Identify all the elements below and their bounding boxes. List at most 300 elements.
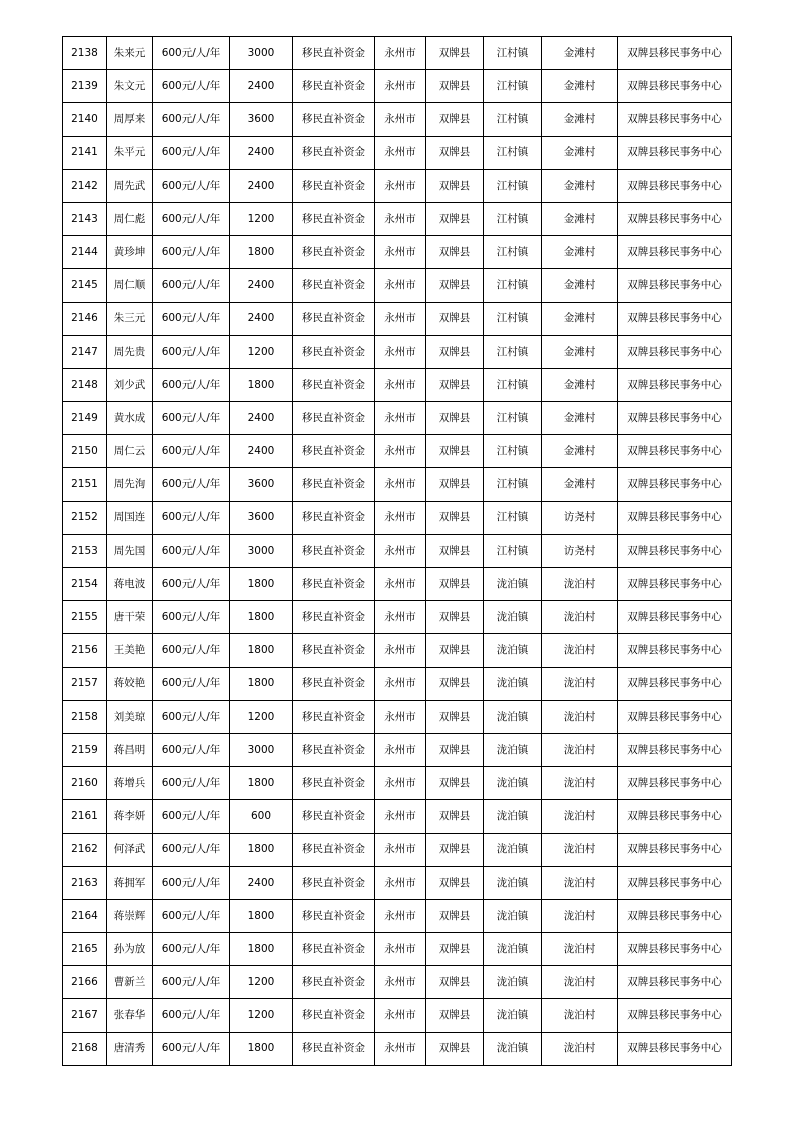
recipient-name-cell: 黄水成: [107, 402, 153, 435]
table-row: [63, 501, 732, 534]
record-number-cell: 2151: [63, 468, 107, 501]
subsidy-standard-cell: 600元/人/年: [153, 1032, 230, 1065]
recipient-name-cell: 蒋昌明: [107, 733, 153, 766]
record-number-cell: 2145: [63, 269, 107, 302]
village-cell: 访尧村: [542, 534, 618, 567]
subsidy-standard-cell: 600元/人/年: [153, 733, 230, 766]
village-cell: 泷泊村: [542, 866, 618, 899]
table-row: [63, 37, 732, 70]
issuing-agency-cell: 双牌县移民事务中心: [618, 269, 732, 302]
county-cell: 双牌县: [426, 136, 484, 169]
subsidy-amount-cell: 600: [230, 800, 293, 833]
fund-type-cell: 移民直补资金: [293, 368, 375, 401]
record-number-cell: 2139: [63, 70, 107, 103]
subsidy-standard-cell: 600元/人/年: [153, 966, 230, 999]
city-cell: 永州市: [375, 37, 426, 70]
village-cell: 金滩村: [542, 236, 618, 269]
subsidy-standard-cell: 600元/人/年: [153, 667, 230, 700]
subsidy-amount-cell: 2400: [230, 302, 293, 335]
fund-type-cell: 移民直补资金: [293, 202, 375, 235]
recipient-name-cell: 周国连: [107, 501, 153, 534]
city-cell: 永州市: [375, 866, 426, 899]
fund-type-cell: 移民直补资金: [293, 833, 375, 866]
subsidy-amount-cell: 2400: [230, 402, 293, 435]
record-number-cell: 2159: [63, 733, 107, 766]
table-row: [63, 899, 732, 932]
fund-type-cell: 移民直补资金: [293, 999, 375, 1032]
village-cell: 泷泊村: [542, 800, 618, 833]
city-cell: 永州市: [375, 368, 426, 401]
city-cell: 永州市: [375, 700, 426, 733]
city-cell: 永州市: [375, 534, 426, 567]
table-row: [63, 568, 732, 601]
subsidy-amount-cell: 1800: [230, 634, 293, 667]
recipient-name-cell: 朱三元: [107, 302, 153, 335]
subsidy-standard-cell: 600元/人/年: [153, 568, 230, 601]
subsidy-standard-cell: 600元/人/年: [153, 700, 230, 733]
issuing-agency-cell: 双牌县移民事务中心: [618, 833, 732, 866]
issuing-agency-cell: 双牌县移民事务中心: [618, 534, 732, 567]
county-cell: 双牌县: [426, 70, 484, 103]
table-row: [63, 833, 732, 866]
recipient-name-cell: 蒋拥军: [107, 866, 153, 899]
issuing-agency-cell: 双牌县移民事务中心: [618, 899, 732, 932]
village-cell: 金滩村: [542, 402, 618, 435]
town-cell: 江村镇: [484, 335, 542, 368]
subsidy-amount-cell: 1800: [230, 1032, 293, 1065]
city-cell: 永州市: [375, 103, 426, 136]
subsidy-standard-cell: 600元/人/年: [153, 202, 230, 235]
table-row: [63, 601, 732, 634]
table-row: [63, 169, 732, 202]
issuing-agency-cell: 双牌县移民事务中心: [618, 767, 732, 800]
subsidy-amount-cell: 2400: [230, 866, 293, 899]
record-number-cell: 2158: [63, 700, 107, 733]
issuing-agency-cell: 双牌县移民事务中心: [618, 302, 732, 335]
record-number-cell: 2157: [63, 667, 107, 700]
issuing-agency-cell: 双牌县移民事务中心: [618, 468, 732, 501]
county-cell: 双牌县: [426, 700, 484, 733]
recipient-name-cell: 朱文元: [107, 70, 153, 103]
table-row: [63, 368, 732, 401]
subsidy-standard-cell: 600元/人/年: [153, 435, 230, 468]
subsidy-standard-cell: 600元/人/年: [153, 833, 230, 866]
subsidy-standard-cell: 600元/人/年: [153, 634, 230, 667]
issuing-agency-cell: 双牌县移民事务中心: [618, 37, 732, 70]
record-number-cell: 2166: [63, 966, 107, 999]
recipient-name-cell: 周仁顺: [107, 269, 153, 302]
recipient-name-cell: 唐干荣: [107, 601, 153, 634]
town-cell: 泷泊镇: [484, 800, 542, 833]
county-cell: 双牌县: [426, 335, 484, 368]
table-row: [63, 103, 732, 136]
fund-type-cell: 移民直补资金: [293, 733, 375, 766]
record-number-cell: 2138: [63, 37, 107, 70]
town-cell: 江村镇: [484, 402, 542, 435]
fund-type-cell: 移民直补资金: [293, 966, 375, 999]
town-cell: 泷泊镇: [484, 899, 542, 932]
issuing-agency-cell: 双牌县移民事务中心: [618, 202, 732, 235]
issuing-agency-cell: 双牌县移民事务中心: [618, 601, 732, 634]
county-cell: 双牌县: [426, 767, 484, 800]
issuing-agency-cell: 双牌县移民事务中心: [618, 634, 732, 667]
county-cell: 双牌县: [426, 37, 484, 70]
subsidy-amount-cell: 1800: [230, 899, 293, 932]
fund-type-cell: 移民直补资金: [293, 37, 375, 70]
town-cell: 泷泊镇: [484, 767, 542, 800]
record-number-cell: 2160: [63, 767, 107, 800]
subsidy-amount-cell: 1200: [230, 700, 293, 733]
subsidy-standard-cell: 600元/人/年: [153, 501, 230, 534]
city-cell: 永州市: [375, 169, 426, 202]
issuing-agency-cell: 双牌县移民事务中心: [618, 335, 732, 368]
city-cell: 永州市: [375, 999, 426, 1032]
subsidy-standard-cell: 600元/人/年: [153, 534, 230, 567]
issuing-agency-cell: 双牌县移民事务中心: [618, 933, 732, 966]
subsidy-amount-cell: 1800: [230, 601, 293, 634]
city-cell: 永州市: [375, 733, 426, 766]
town-cell: 江村镇: [484, 202, 542, 235]
town-cell: 江村镇: [484, 534, 542, 567]
issuing-agency-cell: 双牌县移民事务中心: [618, 1032, 732, 1065]
town-cell: 江村镇: [484, 236, 542, 269]
county-cell: 双牌县: [426, 202, 484, 235]
issuing-agency-cell: 双牌县移民事务中心: [618, 667, 732, 700]
village-cell: 金滩村: [542, 37, 618, 70]
city-cell: 永州市: [375, 667, 426, 700]
recipient-name-cell: 周先洵: [107, 468, 153, 501]
recipient-name-cell: 朱平元: [107, 136, 153, 169]
subsidy-standard-cell: 600元/人/年: [153, 335, 230, 368]
county-cell: 双牌县: [426, 667, 484, 700]
record-number-cell: 2150: [63, 435, 107, 468]
record-number-cell: 2163: [63, 866, 107, 899]
subsidy-amount-cell: 2400: [230, 169, 293, 202]
county-cell: 双牌县: [426, 933, 484, 966]
village-cell: 泷泊村: [542, 733, 618, 766]
recipient-name-cell: 周先武: [107, 169, 153, 202]
village-cell: 泷泊村: [542, 634, 618, 667]
village-cell: 金滩村: [542, 169, 618, 202]
village-cell: 泷泊村: [542, 1032, 618, 1065]
county-cell: 双牌县: [426, 236, 484, 269]
issuing-agency-cell: 双牌县移民事务中心: [618, 999, 732, 1032]
record-number-cell: 2168: [63, 1032, 107, 1065]
subsidy-amount-cell: 1800: [230, 568, 293, 601]
city-cell: 永州市: [375, 202, 426, 235]
town-cell: 江村镇: [484, 37, 542, 70]
subsidy-amount-cell: 1800: [230, 667, 293, 700]
record-number-cell: 2148: [63, 368, 107, 401]
subsidy-amount-cell: 3600: [230, 103, 293, 136]
fund-type-cell: 移民直补资金: [293, 103, 375, 136]
record-number-cell: 2162: [63, 833, 107, 866]
fund-type-cell: 移民直补资金: [293, 70, 375, 103]
fund-type-cell: 移民直补资金: [293, 866, 375, 899]
recipient-name-cell: 周仁云: [107, 435, 153, 468]
village-cell: 泷泊村: [542, 833, 618, 866]
county-cell: 双牌县: [426, 402, 484, 435]
record-number-cell: 2147: [63, 335, 107, 368]
fund-type-cell: 移民直补资金: [293, 335, 375, 368]
record-number-cell: 2141: [63, 136, 107, 169]
city-cell: 永州市: [375, 568, 426, 601]
subsidy-amount-cell: 2400: [230, 136, 293, 169]
subsidy-amount-cell: 1200: [230, 335, 293, 368]
fund-type-cell: 移民直补资金: [293, 800, 375, 833]
issuing-agency-cell: 双牌县移民事务中心: [618, 368, 732, 401]
table-row: [63, 933, 732, 966]
table-row: [63, 302, 732, 335]
record-number-cell: 2153: [63, 534, 107, 567]
subsidy-standard-cell: 600元/人/年: [153, 468, 230, 501]
county-cell: 双牌县: [426, 601, 484, 634]
recipient-name-cell: 何泽武: [107, 833, 153, 866]
subsidy-standard-cell: 600元/人/年: [153, 368, 230, 401]
town-cell: 江村镇: [484, 70, 542, 103]
record-number-cell: 2155: [63, 601, 107, 634]
city-cell: 永州市: [375, 1032, 426, 1065]
record-number-cell: 2149: [63, 402, 107, 435]
county-cell: 双牌县: [426, 999, 484, 1032]
city-cell: 永州市: [375, 435, 426, 468]
town-cell: 泷泊镇: [484, 601, 542, 634]
town-cell: 泷泊镇: [484, 833, 542, 866]
village-cell: 金滩村: [542, 269, 618, 302]
recipient-name-cell: 朱来元: [107, 37, 153, 70]
fund-type-cell: 移民直补资金: [293, 568, 375, 601]
record-number-cell: 2140: [63, 103, 107, 136]
issuing-agency-cell: 双牌县移民事务中心: [618, 435, 732, 468]
city-cell: 永州市: [375, 833, 426, 866]
table-row: [63, 269, 732, 302]
village-cell: 泷泊村: [542, 999, 618, 1032]
recipient-name-cell: 唐清秀: [107, 1032, 153, 1065]
subsidy-standard-cell: 600元/人/年: [153, 866, 230, 899]
city-cell: 永州市: [375, 402, 426, 435]
subsidy-standard-cell: 600元/人/年: [153, 601, 230, 634]
village-cell: 访尧村: [542, 501, 618, 534]
county-cell: 双牌县: [426, 103, 484, 136]
city-cell: 永州市: [375, 634, 426, 667]
town-cell: 江村镇: [484, 501, 542, 534]
city-cell: 永州市: [375, 899, 426, 932]
issuing-agency-cell: 双牌县移民事务中心: [618, 700, 732, 733]
table-row: [63, 468, 732, 501]
city-cell: 永州市: [375, 800, 426, 833]
subsidy-standard-cell: 600元/人/年: [153, 103, 230, 136]
village-cell: 泷泊村: [542, 601, 618, 634]
record-number-cell: 2164: [63, 899, 107, 932]
record-number-cell: 2165: [63, 933, 107, 966]
city-cell: 永州市: [375, 136, 426, 169]
county-cell: 双牌县: [426, 368, 484, 401]
city-cell: 永州市: [375, 302, 426, 335]
issuing-agency-cell: 双牌县移民事务中心: [618, 501, 732, 534]
village-cell: 泷泊村: [542, 700, 618, 733]
recipient-name-cell: 蒋李妍: [107, 800, 153, 833]
subsidy-standard-cell: 600元/人/年: [153, 269, 230, 302]
table-row: [63, 402, 732, 435]
village-cell: 泷泊村: [542, 899, 618, 932]
village-cell: 金滩村: [542, 335, 618, 368]
subsidy-amount-cell: 1800: [230, 368, 293, 401]
table-row: [63, 667, 732, 700]
city-cell: 永州市: [375, 767, 426, 800]
subsidy-amount-cell: 1200: [230, 202, 293, 235]
issuing-agency-cell: 双牌县移民事务中心: [618, 236, 732, 269]
county-cell: 双牌县: [426, 833, 484, 866]
recipient-name-cell: 孙为放: [107, 933, 153, 966]
village-cell: 金滩村: [542, 368, 618, 401]
subsidy-amount-cell: 2400: [230, 269, 293, 302]
table-row: [63, 534, 732, 567]
recipient-name-cell: 刘少武: [107, 368, 153, 401]
issuing-agency-cell: 双牌县移民事务中心: [618, 70, 732, 103]
city-cell: 永州市: [375, 70, 426, 103]
county-cell: 双牌县: [426, 501, 484, 534]
table-row: [63, 800, 732, 833]
fund-type-cell: 移民直补资金: [293, 169, 375, 202]
town-cell: 江村镇: [484, 468, 542, 501]
issuing-agency-cell: 双牌县移民事务中心: [618, 966, 732, 999]
town-cell: 泷泊镇: [484, 568, 542, 601]
table-row: [63, 335, 732, 368]
county-cell: 双牌县: [426, 169, 484, 202]
city-cell: 永州市: [375, 236, 426, 269]
county-cell: 双牌县: [426, 733, 484, 766]
recipient-name-cell: 周仁彪: [107, 202, 153, 235]
village-cell: 泷泊村: [542, 933, 618, 966]
issuing-agency-cell: 双牌县移民事务中心: [618, 169, 732, 202]
town-cell: 江村镇: [484, 368, 542, 401]
record-number-cell: 2167: [63, 999, 107, 1032]
recipient-name-cell: 周厚来: [107, 103, 153, 136]
fund-type-cell: 移民直补资金: [293, 667, 375, 700]
village-cell: 泷泊村: [542, 667, 618, 700]
county-cell: 双牌县: [426, 634, 484, 667]
city-cell: 永州市: [375, 335, 426, 368]
issuing-agency-cell: 双牌县移民事务中心: [618, 136, 732, 169]
county-cell: 双牌县: [426, 899, 484, 932]
recipient-name-cell: 黄珍坤: [107, 236, 153, 269]
town-cell: 江村镇: [484, 136, 542, 169]
table-row: [63, 634, 732, 667]
county-cell: 双牌县: [426, 568, 484, 601]
town-cell: 江村镇: [484, 169, 542, 202]
subsidy-amount-cell: 3600: [230, 468, 293, 501]
town-cell: 泷泊镇: [484, 1032, 542, 1065]
subsidy-amount-cell: 2400: [230, 70, 293, 103]
subsidy-amount-cell: 1200: [230, 999, 293, 1032]
subsidy-standard-cell: 600元/人/年: [153, 767, 230, 800]
fund-type-cell: 移民直补资金: [293, 601, 375, 634]
fund-type-cell: 移民直补资金: [293, 767, 375, 800]
village-cell: 金滩村: [542, 136, 618, 169]
table-row: [63, 733, 732, 766]
town-cell: 江村镇: [484, 435, 542, 468]
subsidy-standard-cell: 600元/人/年: [153, 70, 230, 103]
table-row: [63, 1032, 732, 1065]
fund-type-cell: 移民直补资金: [293, 435, 375, 468]
county-cell: 双牌县: [426, 302, 484, 335]
village-cell: 金滩村: [542, 468, 618, 501]
record-number-cell: 2142: [63, 169, 107, 202]
recipient-name-cell: 蒋电波: [107, 568, 153, 601]
city-cell: 永州市: [375, 966, 426, 999]
recipient-name-cell: 周先贵: [107, 335, 153, 368]
village-cell: 金滩村: [542, 202, 618, 235]
fund-type-cell: 移民直补资金: [293, 1032, 375, 1065]
recipient-name-cell: 曹新兰: [107, 966, 153, 999]
table-row: [63, 236, 732, 269]
issuing-agency-cell: 双牌县移民事务中心: [618, 733, 732, 766]
record-number-cell: 2161: [63, 800, 107, 833]
fund-type-cell: 移民直补资金: [293, 468, 375, 501]
fund-type-cell: 移民直补资金: [293, 534, 375, 567]
village-cell: 金滩村: [542, 70, 618, 103]
county-cell: 双牌县: [426, 966, 484, 999]
record-number-cell: 2143: [63, 202, 107, 235]
subsidy-amount-cell: 2400: [230, 435, 293, 468]
city-cell: 永州市: [375, 501, 426, 534]
subsidy-standard-cell: 600元/人/年: [153, 37, 230, 70]
village-cell: 金滩村: [542, 103, 618, 136]
county-cell: 双牌县: [426, 269, 484, 302]
subsidy-amount-cell: 3600: [230, 501, 293, 534]
fund-type-cell: 移民直补资金: [293, 700, 375, 733]
subsidy-amount-cell: 3000: [230, 733, 293, 766]
subsidy-standard-cell: 600元/人/年: [153, 236, 230, 269]
village-cell: 泷泊村: [542, 767, 618, 800]
village-cell: 金滩村: [542, 302, 618, 335]
fund-type-cell: 移民直补资金: [293, 634, 375, 667]
fund-type-cell: 移民直补资金: [293, 136, 375, 169]
town-cell: 江村镇: [484, 302, 542, 335]
subsidy-amount-cell: 1800: [230, 236, 293, 269]
issuing-agency-cell: 双牌县移民事务中心: [618, 103, 732, 136]
issuing-agency-cell: 双牌县移民事务中心: [618, 866, 732, 899]
subsidy-standard-cell: 600元/人/年: [153, 899, 230, 932]
town-cell: 泷泊镇: [484, 700, 542, 733]
table-row: [63, 70, 732, 103]
village-cell: 泷泊村: [542, 966, 618, 999]
town-cell: 泷泊镇: [484, 966, 542, 999]
subsidy-standard-cell: 600元/人/年: [153, 402, 230, 435]
subsidy-amount-cell: 1800: [230, 933, 293, 966]
fund-type-cell: 移民直补资金: [293, 236, 375, 269]
city-cell: 永州市: [375, 601, 426, 634]
record-number-cell: 2156: [63, 634, 107, 667]
subsidy-standard-cell: 600元/人/年: [153, 800, 230, 833]
recipient-name-cell: 蒋增兵: [107, 767, 153, 800]
table-row: [63, 866, 732, 899]
subsidy-amount-cell: 3000: [230, 534, 293, 567]
table-row: [63, 136, 732, 169]
recipient-name-cell: 张春华: [107, 999, 153, 1032]
county-cell: 双牌县: [426, 800, 484, 833]
subsidy-amount-cell: 3000: [230, 37, 293, 70]
county-cell: 双牌县: [426, 435, 484, 468]
record-number-cell: 2152: [63, 501, 107, 534]
subsidy-amount-cell: 1800: [230, 767, 293, 800]
table-row: [63, 767, 732, 800]
subsidy-amount-cell: 1800: [230, 833, 293, 866]
subsidy-roster-table: [62, 36, 732, 1066]
county-cell: 双牌县: [426, 468, 484, 501]
table-row: [63, 999, 732, 1032]
city-cell: 永州市: [375, 933, 426, 966]
